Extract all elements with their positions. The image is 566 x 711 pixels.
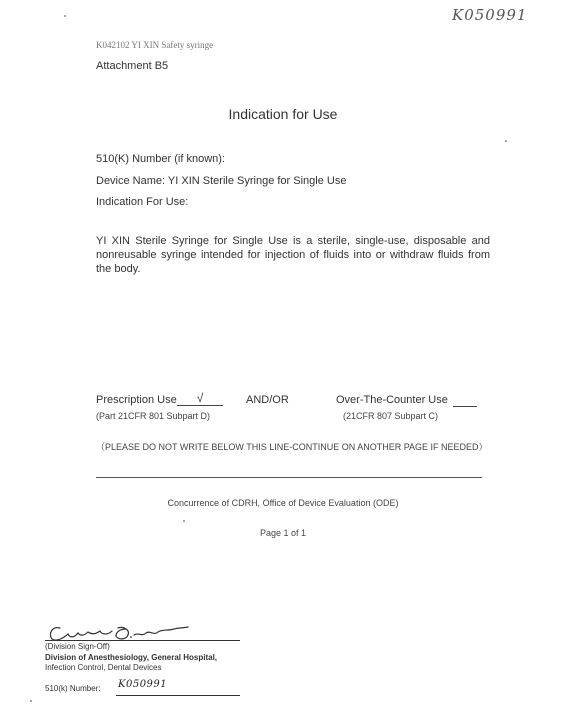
concurrence-line: Concurrence of CDRH, Office of Device Evaluation (ODE) <box>167 498 399 508</box>
handwritten-510k-number: K050991 <box>118 679 168 690</box>
scan-speck <box>183 520 185 522</box>
scan-speck <box>64 15 66 17</box>
otc-blank-line <box>453 406 477 407</box>
scan-speck <box>505 140 507 142</box>
indication-description: YI XIN Sterile Syringe for Single Use is a sterile, single-use, disposable and nonreusable syringe intended for injection of fluids into or withdraw fluids from the body. <box>96 235 490 275</box>
device-name-field: Device Name: YI XIN Sterile Syringe for Single Use <box>96 175 347 187</box>
division-name: Division of Anesthesiology, General Hospital, <box>45 653 218 662</box>
otc-use-label: Over-The-Counter Use <box>336 394 448 406</box>
division-sign-off: (Division Sign-Off) <box>45 642 110 651</box>
page-title: Indication for Use <box>228 106 338 122</box>
prescription-use-label: Prescription Use <box>96 394 177 406</box>
indication-label: Indication For Use: <box>96 196 189 208</box>
page-number: Page 1 of 1 <box>259 528 307 538</box>
scan-speck <box>30 700 32 702</box>
handwritten-corner-mark: K050991 <box>452 6 528 24</box>
attachment-label: Attachment B5 <box>96 60 169 72</box>
reference-line: K042102 YI XIN Safety syringe <box>96 40 214 50</box>
prescription-regulation: (Part 21CFR 801 Subpart D) <box>96 411 211 421</box>
510k-number-field: 510(K) Number (if known): <box>96 153 225 165</box>
510k-number-label: 510(k) Number: <box>45 684 101 693</box>
signature-line <box>45 640 240 641</box>
prescription-check-mark: √ <box>177 391 223 406</box>
do-not-write-note: （PLEASE DO NOT WRITE BELOW THIS LINE-CONTINUE ON ANOTHER PAGE IF NEEDED） <box>96 442 488 452</box>
division-subtitle: Infection Control, Dental Devices <box>45 663 162 672</box>
510k-number-line <box>116 695 240 696</box>
and-or-label: AND/OR <box>246 394 289 406</box>
otc-regulation: (21CFR 807 Subpart C) <box>343 411 439 421</box>
divider-line <box>96 477 482 478</box>
